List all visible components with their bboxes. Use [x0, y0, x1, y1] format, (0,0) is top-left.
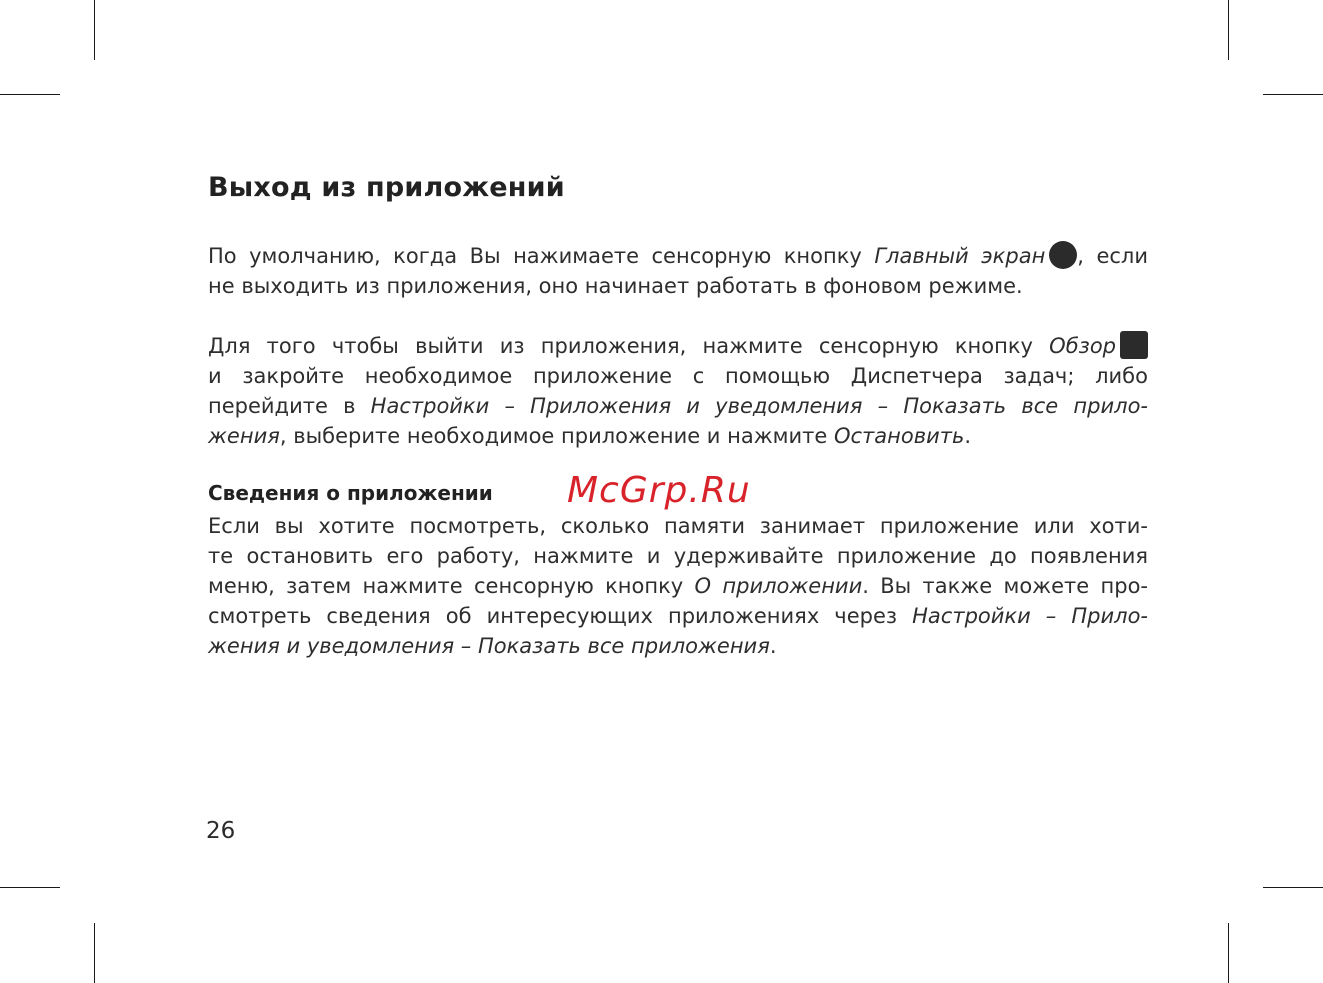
paragraph-line: жения, выберите необходимое приложение и нажмите Остановить.	[208, 424, 972, 448]
paragraph-line: перейдите в Настройки – Приложения и уведомления – Показать все прило-	[208, 394, 1148, 418]
paragraph-line: смотреть сведения об интересующих приложениях через Настройки – Прило-	[208, 604, 1148, 628]
crop-mark-bottom-left-horizontal	[0, 887, 60, 888]
paragraph-app-info	[208, 511, 1148, 661]
section-subtitle: Сведения о приложении	[208, 481, 493, 505]
paragraph-line: Для того чтобы выйти из приложения, нажмите сенсорную кнопку Обзор	[208, 331, 1148, 361]
paragraph-line: жения и уведомления – Показать все приложения.	[208, 634, 777, 658]
paragraph-line: не выходить из приложения, оно начинает работать в фоновом режиме.	[208, 274, 1023, 298]
home-circle-icon	[1049, 241, 1077, 269]
paragraph-line: По умолчанию, когда Вы нажимаете сенсорную кнопку Главный экран , если	[208, 241, 1148, 271]
home-screen-term: Главный экран	[874, 244, 1046, 268]
settings-path-term: Настройки – Прило-	[912, 604, 1148, 628]
paragraph-line: и закройте необходимое приложение с помощью Диспетчера задач; либо	[208, 364, 1148, 388]
paragraph-line: меню, затем нажмите сенсорную кнопку О приложении. Вы также можете про-	[208, 574, 1148, 598]
settings-path-term: Настройки – Приложения и уведомления – Показать все прило-	[370, 394, 1148, 418]
paragraph-line: Если вы хотите посмотреть, сколько памяти занимает приложение или хоти-	[208, 514, 1148, 538]
paragraph-home-button	[208, 241, 1148, 301]
crop-mark-top-left-vertical	[94, 0, 95, 60]
crop-mark-bottom-right-horizontal	[1263, 887, 1323, 888]
overview-term: Обзор	[1049, 334, 1116, 358]
crop-mark-bottom-right-vertical	[1228, 923, 1229, 983]
overview-square-icon	[1120, 331, 1148, 359]
crop-mark-top-right-horizontal	[1263, 94, 1323, 95]
paragraph-line: те остановить его работу, нажмите и удерживайте приложение до появления	[208, 544, 1148, 568]
watermark: McGrp.Ru	[567, 470, 751, 511]
crop-mark-bottom-left-vertical	[94, 923, 95, 983]
stop-term: Остановить	[833, 424, 965, 448]
show-all-apps-term: жения и уведомления – Показать все приложения	[208, 634, 770, 658]
crop-mark-top-left-horizontal	[0, 94, 60, 95]
page-number: 26	[206, 818, 236, 844]
paragraph-close-app	[208, 331, 1148, 451]
page-title: Выход из приложений	[208, 172, 565, 203]
crop-mark-top-right-vertical	[1228, 0, 1229, 60]
about-app-term: О приложении	[694, 574, 863, 598]
